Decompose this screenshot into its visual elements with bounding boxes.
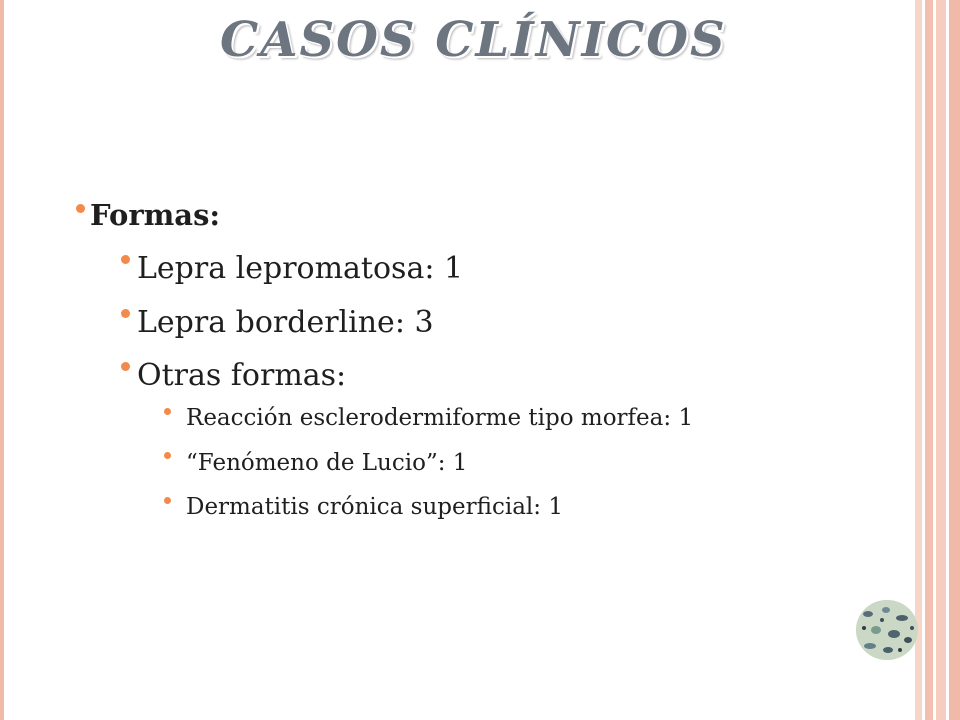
decorative-stripes	[915, 0, 960, 720]
sub-list-item: Reacción esclerodermiforme tipo morfea: 1	[186, 405, 694, 431]
bullet-icon	[121, 255, 130, 264]
heading-formas: Formas:	[90, 198, 221, 232]
bullet-icon	[164, 497, 171, 504]
sub-list-item: Dermatitis crónica superficial: 1	[186, 494, 563, 520]
bullet-icon	[164, 408, 171, 415]
bullet-icon	[121, 309, 130, 318]
bullet-icon	[76, 204, 85, 213]
list-item: Lepra lepromatosa: 1	[137, 251, 464, 286]
slide-title: CASOS CLÍNICOS	[220, 12, 727, 68]
bullet-icon	[164, 452, 171, 459]
slide-frame-left	[0, 0, 4, 720]
microscopy-thumbnail-image	[856, 600, 918, 660]
list-item: Lepra borderline: 3	[137, 305, 434, 340]
list-item: Otras formas:	[137, 358, 347, 393]
bullet-icon	[121, 362, 130, 371]
sub-list-item: “Fenómeno de Lucio”: 1	[186, 450, 468, 476]
